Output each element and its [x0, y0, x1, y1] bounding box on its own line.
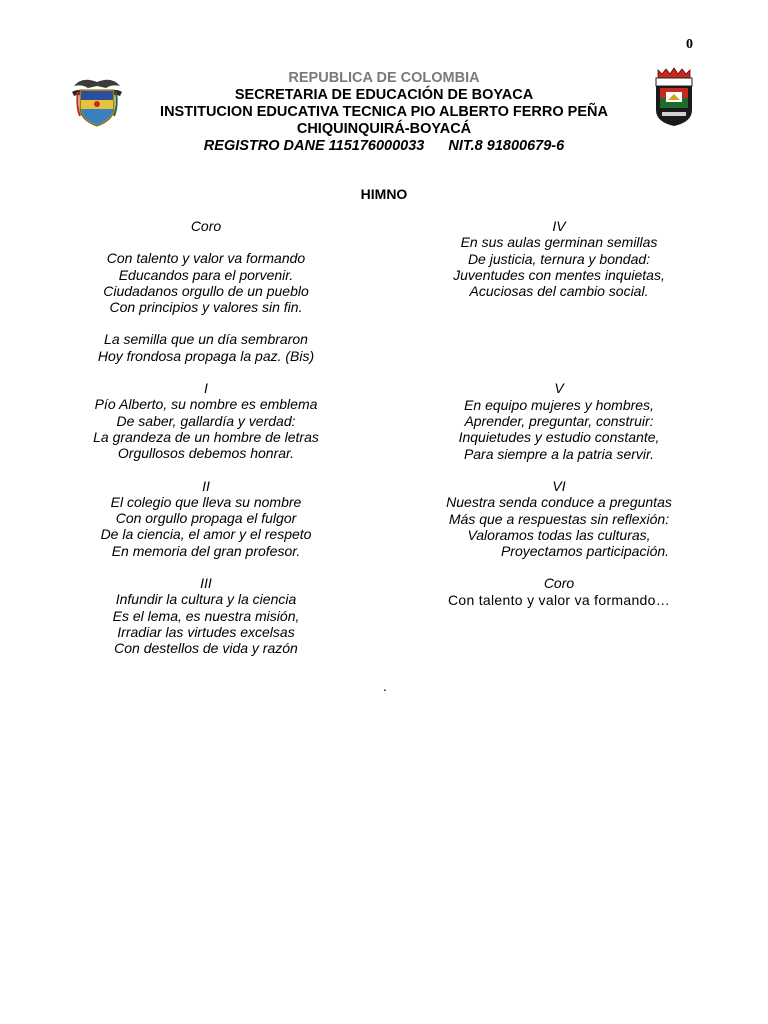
header-institution: INSTITUCION EDUCATIVA TECNICA PIO ALBERTO FERRO PEÑA — [160, 104, 608, 120]
stanza-line: Pío Alberto, su nombre es emblema — [94, 396, 318, 413]
header-registro: REGISTRO DANE 115176000033 — [203, 138, 425, 154]
header-registro-line — [150, 138, 618, 155]
stanza-line: Para siempre a la patria servir. — [463, 445, 655, 462]
stanza-line: Orgullosos debemos honrar. — [117, 445, 295, 462]
stanza-line: Valoramos todas las culturas, — [467, 526, 651, 543]
left-column — [66, 218, 346, 673]
document-title: HIMNO — [360, 186, 408, 202]
stanza-line: Educandos para el porvenir. — [118, 266, 294, 283]
stanza-line: Con destellos de vida y razón — [114, 640, 298, 657]
stanza-number: VI — [552, 477, 566, 494]
stanza-ii — [66, 478, 346, 559]
stanza-line: Irradiar las virtudes excelsas — [117, 623, 295, 640]
stanza-line: Es el lema, es nuestra misión, — [112, 607, 300, 624]
header-nit: NIT.8 91800679-6 — [448, 138, 565, 154]
stanza-line: Con talento y valor va formando… — [447, 591, 671, 608]
stanza-line: En memoria del gran profesor. — [111, 542, 301, 559]
stanza-line: Con talento y valor va formando — [106, 250, 306, 267]
document-header — [150, 70, 618, 155]
right-column — [420, 218, 698, 624]
stanza-iii — [66, 575, 346, 656]
stanza-line: Inquietudes y estudio constante, — [458, 429, 660, 446]
stanza-line: El colegio que lleva su nombre — [110, 493, 302, 510]
stanza-line: Acuciosas del cambio social. — [469, 283, 649, 300]
stanza-number: II — [202, 477, 210, 494]
stanza-line: Con orgullo propaga el fulgor — [115, 510, 297, 527]
stanza-vi — [420, 478, 698, 559]
stanza-line: La grandeza de un hombre de letras — [93, 428, 319, 445]
header-city: CHIQUINQUIRÁ-BOYACÁ — [296, 121, 472, 137]
stanza-line: Juventudes con mentes inquietas, — [453, 266, 665, 283]
stanza-line: Proyectamos participación. — [500, 543, 670, 560]
stanza-line: De la ciencia, el amor y el respeto — [100, 526, 312, 543]
stanza-heading: Coro — [543, 575, 575, 592]
header-republic: REPUBLICA DE COLOMBIA — [288, 70, 480, 86]
stanza-coro-repeat — [420, 575, 698, 608]
stanza-line: De justicia, ternura y bondad: — [467, 250, 651, 267]
header-secretaria: SECRETARIA DE EDUCACIÓN DE BOYACA — [234, 87, 534, 103]
stanza-number: V — [554, 380, 564, 397]
stanza-line: Nuestra senda conduce a preguntas — [446, 494, 672, 511]
stanza-iv — [420, 218, 698, 299]
page-number: 0 — [686, 37, 693, 52]
colombia-coat-of-arms-icon — [68, 72, 126, 130]
stanza-line: Con principios y valores sin fin. — [109, 299, 303, 316]
stanza-number: IV — [552, 218, 566, 234]
stanza-line: En sus aulas germinan semillas — [460, 234, 658, 251]
stanza-line: Ciudadanos orgullo de un pueblo — [103, 282, 309, 299]
stanza-line: En equipo mujeres y hombres, — [464, 396, 654, 413]
stanza-i — [66, 380, 346, 461]
stanza-line: Aprender, preguntar, construir: — [464, 413, 654, 430]
stanza-line: Hoy frondosa propaga la paz. (Bis) — [97, 347, 315, 364]
stanza-v — [420, 380, 698, 461]
stanza-coro-bis — [66, 331, 346, 364]
stanza-line: De saber, gallardía y verdad: — [116, 412, 296, 429]
school-crest-icon — [650, 66, 698, 128]
stanza-number: III — [200, 575, 212, 592]
trailing-mark: . — [383, 678, 387, 694]
stanza-coro — [66, 250, 346, 315]
stanza-line: Coro — [190, 218, 222, 234]
stanza-number: I — [204, 380, 208, 397]
stanza-line: Más que a respuestas sin reflexión: — [448, 510, 670, 527]
stanza-coro-heading — [66, 218, 346, 234]
stanza-line: La semilla que un día sembraron — [104, 331, 308, 348]
stanza-line: Infundir la cultura y la ciencia — [115, 591, 297, 608]
